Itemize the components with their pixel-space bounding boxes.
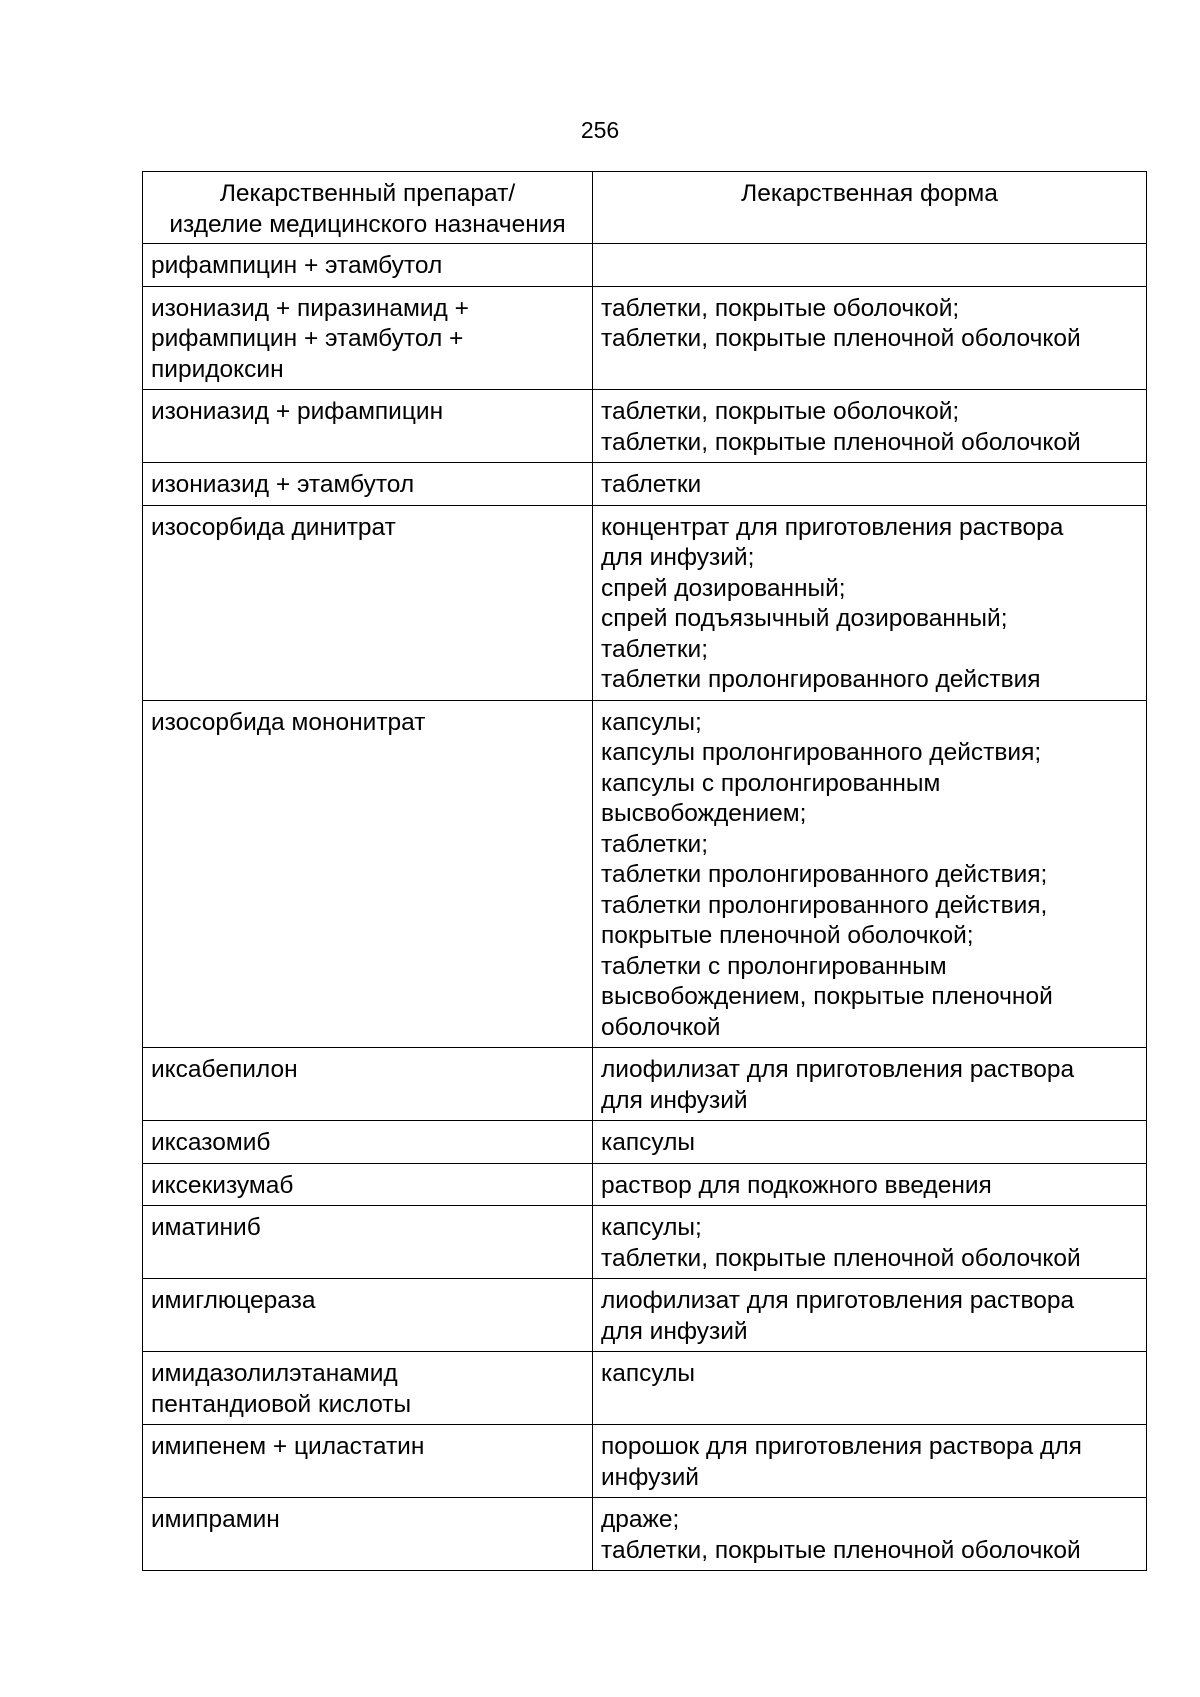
form-cell-line: высвобождением, покрытые пленочной	[601, 983, 1053, 1010]
form-cell-line: лиофилизат для приготовления раствора	[601, 1287, 1075, 1314]
table-row	[143, 286, 1147, 390]
table-row	[143, 1206, 1147, 1279]
form-cell-line: спрей подъязычный дозированный;	[601, 605, 1008, 632]
form-cell-line: таблетки пролонгированного действия;	[601, 861, 1048, 888]
drug-cell	[143, 1279, 593, 1352]
table-row	[143, 1279, 1147, 1352]
drug-cell-line: иматиниб	[151, 1214, 261, 1241]
table-row	[143, 1352, 1147, 1425]
form-cell	[593, 1425, 1147, 1498]
form-cell	[593, 1279, 1147, 1352]
form-cell-line: порошок для приготовления раствора для	[601, 1433, 1082, 1460]
drug-cell-line: изосорбида мононитрат	[151, 708, 426, 736]
header-form: Лекарственная форма	[593, 172, 1147, 244]
form-cell-line: инфузий	[601, 1463, 699, 1491]
drug-cell-line: пентандиовой кислоты	[151, 1390, 412, 1418]
table-row	[143, 390, 1147, 463]
drug-cell-line: изониазид + пиразинамид +	[151, 294, 469, 322]
table-header-row	[143, 172, 1147, 244]
form-cell-line: капсулы	[601, 1129, 696, 1156]
form-cell-line: таблетки, покрытые пленочной оболочкой	[601, 1244, 1081, 1272]
drug-cell-line: изониазид + рифампицин	[151, 398, 444, 425]
form-cell-line: для инфузий	[601, 1086, 748, 1114]
drug-cell-line: рифампицин + этамбутол	[151, 252, 443, 279]
form-cell	[593, 505, 1147, 700]
form-cell	[593, 1121, 1147, 1164]
drug-cell	[143, 1498, 593, 1571]
form-cell-line: таблетки;	[601, 830, 709, 858]
form-cell-line: таблетки, покрытые оболочкой;	[601, 294, 960, 322]
drug-table	[142, 171, 1147, 1571]
form-cell-line: таблетки, покрытые пленочной оболочкой	[601, 325, 1081, 352]
form-cell-line: высвобождением;	[601, 800, 807, 827]
table-row	[143, 463, 1147, 506]
form-cell-line: таблетки пролонгированного действия,	[601, 891, 1048, 919]
form-cell-line: капсулы с пролонгированным	[601, 769, 941, 797]
drug-cell-line: иксабепилон	[151, 1056, 298, 1083]
drug-cell-line: имипенем + циластатин	[151, 1433, 425, 1460]
drug-cell-line: имиглюцераза	[151, 1287, 316, 1314]
form-cell-line: лиофилизат для приготовления раствора	[601, 1056, 1075, 1083]
drug-cell	[143, 1352, 593, 1425]
table-row	[143, 244, 1147, 287]
form-cell-line: таблетки, покрытые пленочной оболочкой	[601, 1536, 1081, 1564]
drug-cell	[143, 1206, 593, 1279]
form-cell-line: для инфузий;	[601, 544, 755, 571]
form-cell-line: капсулы пролонгированного действия;	[601, 739, 1042, 766]
form-cell	[593, 244, 1147, 287]
form-cell	[593, 390, 1147, 463]
form-cell	[593, 1163, 1147, 1206]
form-cell	[593, 1352, 1147, 1425]
drug-cell-line: имипрамин	[151, 1506, 280, 1533]
form-cell	[593, 463, 1147, 506]
page-number: 256	[580, 117, 620, 143]
form-cell-line: концентрат для приготовления раствора	[601, 513, 1064, 541]
drug-cell	[143, 1163, 593, 1206]
form-cell-line: таблетки, покрытые оболочкой;	[601, 398, 960, 425]
form-cell-line: спрей дозированный;	[601, 574, 846, 602]
drug-cell	[143, 244, 593, 287]
table-row	[143, 700, 1147, 1048]
form-cell-line: капсулы;	[601, 1214, 702, 1241]
drug-cell-line: изониазид + этамбутол	[151, 471, 415, 498]
form-cell-line: таблетки пролонгированного действия	[601, 666, 1041, 693]
form-cell-line: раствор для подкожного введения	[601, 1171, 992, 1199]
drug-cell	[143, 1121, 593, 1164]
table-row	[143, 1048, 1147, 1121]
drug-cell-line: иксазомиб	[151, 1129, 271, 1156]
table-row	[143, 1498, 1147, 1571]
table-row	[143, 1121, 1147, 1164]
drug-cell-line: изосорбида динитрат	[151, 513, 396, 541]
drug-cell	[143, 700, 593, 1048]
drug-cell	[143, 286, 593, 390]
drug-cell-line: рифампицин + этамбутол +	[151, 325, 464, 352]
form-cell	[593, 286, 1147, 390]
drug-cell	[143, 1425, 593, 1498]
form-cell-line: оболочкой	[601, 1013, 721, 1041]
form-cell-line: драже;	[601, 1506, 680, 1533]
form-cell	[593, 1048, 1147, 1121]
form-cell-line: покрытые пленочной оболочкой;	[601, 922, 974, 949]
table-row	[143, 1163, 1147, 1206]
drug-cell	[143, 505, 593, 700]
form-cell	[593, 700, 1147, 1048]
form-cell-line: таблетки с пролонгированным	[601, 952, 947, 980]
form-cell-line: капсулы	[601, 1360, 696, 1387]
header-drug: Лекарственный препарат/ изделие медицинского назначения	[143, 172, 593, 244]
form-cell-line: таблетки	[601, 471, 702, 498]
drug-cell-line: иксекизумаб	[151, 1171, 294, 1199]
form-cell-line: капсулы;	[601, 708, 702, 736]
table-row	[143, 1425, 1147, 1498]
drug-cell	[143, 1048, 593, 1121]
form-cell	[593, 1206, 1147, 1279]
drug-cell	[143, 463, 593, 506]
form-cell	[593, 1498, 1147, 1571]
table-row	[143, 505, 1147, 700]
drug-cell-line: пиридоксин	[151, 355, 284, 383]
form-cell-line: для инфузий	[601, 1317, 748, 1345]
form-cell-line: таблетки, покрытые пленочной оболочкой	[601, 428, 1081, 456]
form-cell-line: таблетки;	[601, 635, 709, 663]
drug-cell	[143, 390, 593, 463]
drug-cell-line: имидазолилэтанамид	[151, 1360, 398, 1387]
